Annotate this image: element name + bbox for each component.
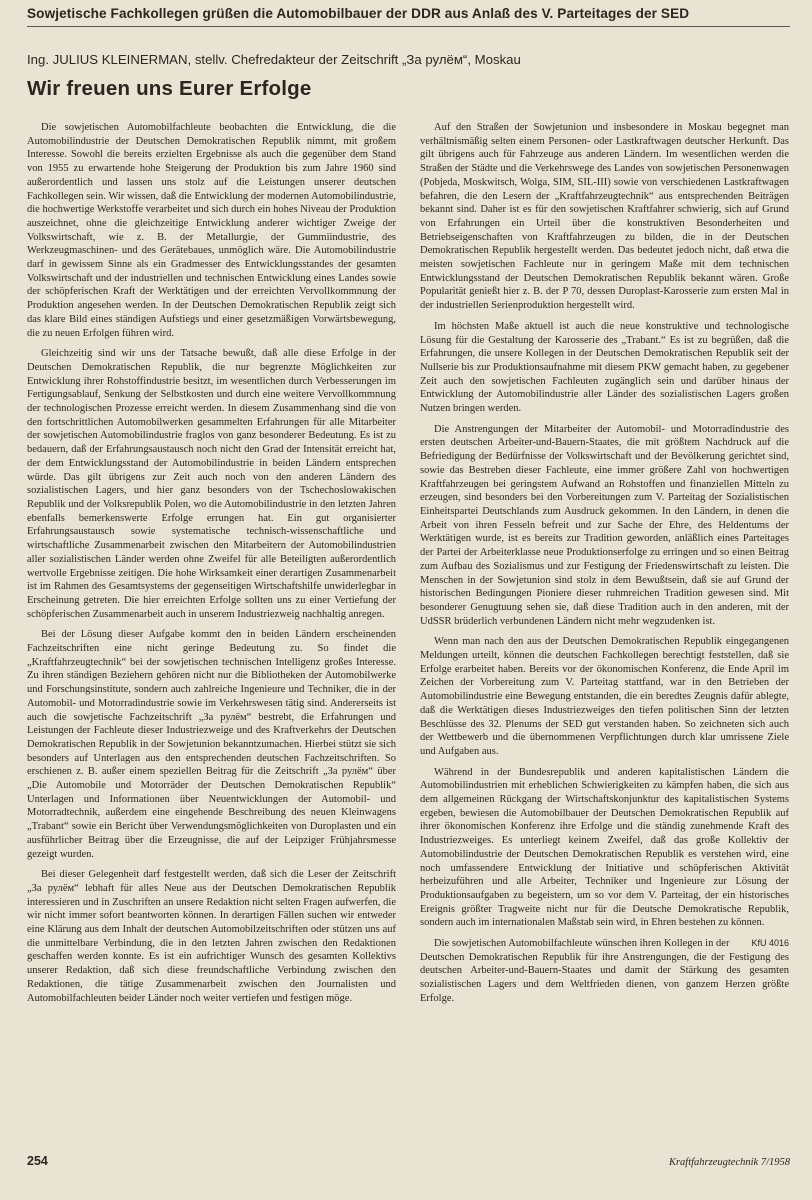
- paragraph: Die Anstrengungen der Mitarbeiter der Automobil- und Motorradindustrie des ersten deutschen Arbeiter-und-Bauern-Staates, die mit größtem Nachdruck auf die Befriedigung der Bedürfnisse der Volkswirtschaft und der Bevölkerung gerichtet sind, sowie das Bestreben dieser Fachleute, eine immer größere Zahl von hochwertigen Kraftfahrzeugen bei geringstem Aufwand an Rohstoffen und finanziellen Mitteln zu erzeugen, sind besonders bei den Vorbereitungen zum V. Parteitag der Sozialistischen Einheitspartei Deutschlands zum Ausdruck gekommen. In den Ländern, in denen die Arbeit von ihren Fesseln befreit und zur Sache der Ehre, des Heldentums der Werktätigen wurde, ist es bereits zur Tradition geworden, anläßlich eines Parteitages der Partei der Arbeiterklasse neue Produktionserfolge zu erringen und so einen Beitrag zum Aufbau des Sozialismus und zur Festigung der Friedenswirtschaft zu leisten. Die Menschen in der Sowjetunion sind stolz in dem Bewußtsein, daß sie auf Grund der historischen Bedingungen Pioniere dieser ruhmreichen Tradition gewesen sind. Mit besonderer Genugtuung sehen sie, daß diese Tradition auch in den anderen, mit der UdSSR brüderlich verbundenen Ländern nicht mehr wegzudenken ist.: [420, 423, 789, 627]
- article-kicker: Sowjetische Fachkollegen grüßen die Automobilbauer der DDR aus Anlaß des V. Parteitages der SED: [27, 6, 790, 27]
- paragraph: Gleichzeitig sind wir uns der Tatsache bewußt, daß alle diese Erfolge in der Deutschen Demokratischen Republik, die nur begrenzte Möglichkeiten zur Entwicklung ihrer Rohstoffindustrie besitzt, im wesentlichen durch Verbesserungen im Fertigungsablauf, Senkung der Selbstkosten und durch eine weitere Vervollkommnung der technologischen Prozesse erreicht werden. In diesem Zusammenhang sind die von den fortschrittlichen Automobilwerken gesammelten Erfahrungen für alle Mitarbeiter der sowjetischen Automobilindustrie fraglos von ganz besonderer Bedeutung. Es ist zu bedauern, daß der Erfahrungsaustausch noch nicht den Grad der Intensität erreicht hat, der dem Entwicklungsstand der Automobilindustrie in beiden Ländern entsprechen würde. Das gilt übrigens zur Zeit auch noch von den anderen Ländern des sozialistischen Lagers, und hier ganz besonders von der Tschechoslowakischen Republik und der Volksrepublik Polen, wo die Automobilindustrie in den letzten Jahren ebenfalls bemerkenswerte Erfolge errungen hat. Ein gut organisierter Erfahrungsaustausch sowie systematische technisch-wissenschaftliche und wirtschaftliche Zusammenarbeit zwischen den Mitarbeitern der Automobilindustrien aller sozialistischen Länder werden ohne Zweifel für alle Beteiligten außerordentlich wertvolle Ergebnisse zeitigen. Die hohe Wirksamkeit einer derartigen Zusammenarbeit ist im Rahmen des Gesamtsystems der gegenseitigen Wirtschaftshilfe unwiderlegbar in Erscheinung getreten. Die hier erreichten Erfolge sollten uns zu einer Vertiefung der schöpferischen Zusammenarbeit auch in unserem Industriezweig nachhaltig anregen.: [27, 348, 396, 620]
- paragraph: Bei der Lösung dieser Aufgabe kommt den in beiden Ländern erscheinenden Fachzeitschriften eine nicht geringe Bedeutung zu. So findet die „Kraftfahrzeugtechnik“ bei der sowjetischen technischen Intelligenz großes Interesse. Zu ihren ständigen Beziehern gehören nicht nur die Bibliotheken der Automobilwerke und Forschungsinstitute, sondern auch zahlreiche Ingenieure und Techniker, die in der Automobil- und Motorradindustrie sowie im Verkehrswesen tätig sind. Andererseits ist auch die sowjetische Fachzeitschrift „За рулём“ bestrebt, die Erfahrungen und Leistungen der Fachleute dieser Industriezweige und des Kraftverkehrs der Deutschen Demokratischen Republik in der Sowjetunion bekanntzumachen. Hierbei stützt sie sich besonders auf Unterlagen aus den entsprechenden deutschen Fachzeitschriften. So erschienen z. B. außer einem speziellen Beitrag für die Zeitschrift „За рулём“ über „Die Automobile und Motorräder der Deutschen Demokratischen Republik“ Unterlagen und Informationen über Neuentwicklungen der Automobil- und Motorradtechnik, außerdem eine eingehende Beschreibung des neuen Kleinwagens „Trabant“ sowie ein Bericht über Verwendungsmöglichkeiten von Duroplasten und ein ausführlicher Beitrag über die Erzeugnisse, die auf der Leipziger Frühjahrsmesse gezeigt wurden.: [27, 629, 396, 860]
- paragraph: Auf den Straßen der Sowjetunion und insbesondere in Moskau begegnet man verhältnismäßig selten einem Personen- oder Lastkraftwagen deutscher Herkunft. Das gilt übrigens auch für Fahrzeuge aus anderen Ländern. Im wesentlichen werden die Straßen der Städte und die Verkehrswege des Landes von sowjetischen Personenwagen (Pobjeda, Moskwitsch, Wolga, SIM, SIL-III) sowie von verschiedenen Lastkraftwagen befahren, die den Lesern der „Kraftfahrzeugtechnik“ aus entsprechenden Beiträgen bekannt sind. Daher ist es für den sowjetischen Kraftfahrer schwierig, sich auf Grund von Erfahrungen ein Urteil über die konstruktiven Besonderheiten und Betriebseigenschaften von Kraftfahrzeugen zu bilden, die in der Deutschen Demokratischen Republik hergestellt werden. Das bedeutet jedoch nicht, daß etwa die meisten sowjetischen Fachleute nur in geringem Maße mit dem technischen Entwicklungsstand der Deutschen Demokratischen Republik bekannt wären. Große Popularität genießt hier z. B. der P 70, dessen Duroplast-Karosserie zum ersten Mal in der industriellen Serienproduktion hergestellt wird.: [420, 122, 789, 312]
- journal-issue: Kraftfahrzeugtechnik 7/1958: [668, 1157, 790, 1168]
- page-number: 254: [27, 1154, 48, 1168]
- left-column: [27, 121, 396, 1013]
- paragraph: Während in der Bundesrepublik und anderen kapitalistischen Ländern die Automobilindustrien mit erheblichen Schwierigkeiten zu kämpfen haben, die sich aus dem allgemeinen Rückgang der Wirtschaftskonjunktur des kapitalistischen Systems ergeben, bewiesen die Automobilbauer der Deutschen Demokratischen Republik auf ihrer ökonomischen Konferenz ihre Erfolge und die ständig zunehmende Kraft des Industriezweiges. Es unterliegt keinem Zweifel, daß das große Kollektiv der Automobilindustrie der Deutschen Demokratischen Republik es verstehen wird, eine noch umfassendere Entwicklung der Initiative und schöpferischen Aktivität herbeizuführen und alle Arbeiter, Techniker und Ingenieure zur Lösung der Produktionsaufgaben zu begeistern, um so vor dem V. Parteitag, der ein historisches Ereignis größter Tragweite nicht nur für die Deutsche Demokratische Republik, sondern auch im internationalen Maßstab sein wird, in Ehren bestehen zu können.: [420, 766, 789, 929]
- article-author: Ing. JULIUS KLEINERMAN, stellv. Chefredakteur der Zeitschrift „За рулём“, Moskau: [27, 52, 521, 67]
- paragraph: Die sowjetischen Automobilfachleute beobachten die Entwicklung, die die Automobilindustrie der Deutschen Demokratischen Republik nimmt, mit großem Interesse. Sowohl die bereits erzielten Ergebnisse als auch die gegenüber dem Stand von 1955 zu erwartende hohe Steigerung der Produktion bis zum Jahre 1960 sind außerordentlich und lassen uns stolz auf die Leistungen unserer deutschen Fachkollegen sein. Wir wissen, daß die Entwicklung der modernen Automobilindustrie, die hochwertige Werkstoffe verarbeitet und sich durch ein hohes Niveau der Produktion auszeichnet, ohne die gleichzeitige Entwicklung anderer wichtiger Zweige der Volkswirtschaft, wie z. B. der Metallurgie, der Gummiindustrie, des Werkzeugmaschinen- und des Gerätebaues, unmöglich wäre. Die Automobilindustrie darf in gewissem Sinne als ein Gradmesser des Entwicklungsstandes der gesamten Volkswirtschaft und der industriellen und technischen Entwicklung eines Landes sowie der schöpferischen Kraft der Werktätigen und der erreichten Vervollkommnung der Produktion angesehen werden. In der Deutschen Demokratischen Republik zeigt sich das klare Bild eines ständigen Aufstiegs und einer gesetzmäßigen Vorwärtsbewegung, die zu neuen Erfolgen führen wird.: [27, 122, 396, 339]
- closing-text: Die sowjetischen Automobilfachleute wünschen ihren Kollegen in der Deutschen Demokratischen Republik für ihre Anstrengungen, die der Festigung des deutschen Arbeiter-und-Bauern-Staates und damit der Stärkung des gesamten sozialistischen Lagers und dem Weltfrieden dienen, von ganzem Herzen größte Erfolge.: [420, 938, 789, 1004]
- page-footer: [27, 1154, 790, 1168]
- paragraph: Bei dieser Gelegenheit darf festgestellt werden, daß sich die Leser der Zeitschrift „За рулём“ lebhaft für alles Neue aus der Deutschen Demokratischen Republik interessieren und in Zuschriften an unsere Redaktion nicht selten Fragen aufwerfen, die wir nicht immer sofort beantworten können. In derartigen Fällen suchen wir entweder eine Klärung aus dem Inhalt der deutschen Automobilzeitschriften oder stützen uns auf die unmittelbare Verbindung, die in den letzten Jahren zwischen den Redaktionen geschaffen werden konnte. Es ist ein aufrichtiger Wunsch des gesamten Kollektivs unserer Redaktion, daß sich diese freundschaftliche Verbindung zwischen den Redaktionen, die tätige Zusammenarbeit zwischen den Journalisten und Automobilfachleuten beider Länder noch weiter vertiefen und festigen möge.: [27, 869, 396, 1004]
- article-signature: KfU 4016: [751, 938, 789, 949]
- right-column: [420, 121, 789, 1013]
- closing-paragraph: [420, 937, 789, 1006]
- article-title: Wir freuen uns Eurer Erfolge: [27, 77, 312, 100]
- paragraph: Wenn man nach den aus der Deutschen Demokratischen Republik eingegangenen Meldungen urteilt, können die deutschen Fachkollegen berechtigt feststellen, daß sie Erfolge erarbeitet haben. Bereits vor der ökonomischen Konferenz, die Ende April im Zeichen der Vorbereitung zum V. Parteitag stattfand, war in den Betrieben der Automobilindustrie eine Bewegung entstanden, die ein beredtes Zeugnis dafür ablegte, daß die Werktätigen dieses Industriezweiges den tiefen politischen Sinn der letzten Beschlüsse des 32. Plenums der SED gut verstanden haben. So zeichneten sich auch der Wettbewerb und die übernommenen Verpflichtungen durch klar umrissene Ziele und Aufgaben aus.: [420, 636, 789, 757]
- paragraph: Im höchsten Maße aktuell ist auch die neue konstruktive und technologische Lösung für die Gestaltung der Karosserie des „Trabant.“ Es ist zu begrüßen, daß die Erfahrungen, die unsere Kollegen in der Deutschen Demokratischen Republik seit der Nullserie bis zur Produktionsaufnahme mit diesem PKW gemacht haben, zu gegebener Zeit auch den sowjetischen Fachleuten zugänglich sein und darüber hinaus der Entwicklung der Automobilindustrie aller Länder des sozialistischen Lagers großen Nutzen bringen werden.: [420, 320, 789, 415]
- article-body: [27, 121, 790, 1013]
